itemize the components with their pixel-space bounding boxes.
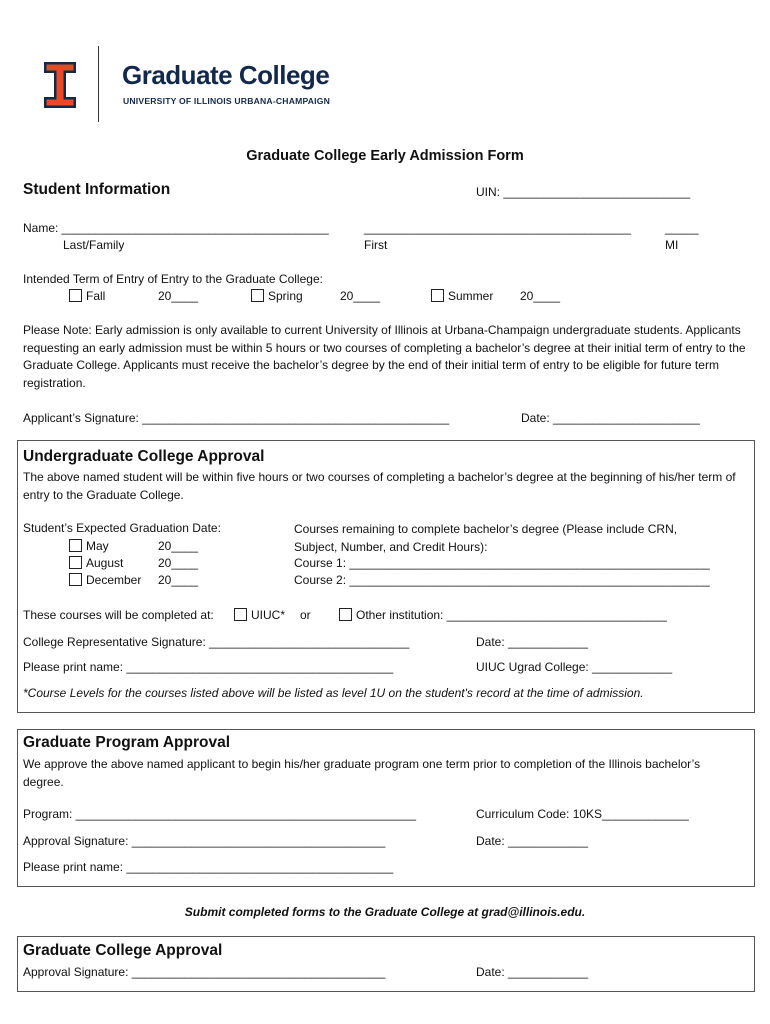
brand-title: Graduate College xyxy=(122,60,330,90)
course-level-footnote: *Course Levels for the courses listed above will be listed as level 1U on the student's record at the time of admission. xyxy=(23,686,644,700)
program-field[interactable]: Program: ___________________________________________________ xyxy=(23,807,417,821)
logo-divider xyxy=(98,46,99,122)
uin-field[interactable]: UIN: ____________________________ xyxy=(476,185,691,199)
other-institution-option[interactable] xyxy=(339,608,667,622)
applicant-date-field[interactable]: Date: ______________________ xyxy=(521,411,700,425)
course-2-field[interactable]: Course 2: ______________________________________________________ xyxy=(294,573,710,587)
last-name-field[interactable]: Name: ________________________________________ xyxy=(23,221,329,235)
grad-program-print-name-field[interactable]: Please print name: ________________________________________ xyxy=(23,860,394,874)
submit-instructions: Submit completed forms to the Graduate College at grad@illinois.edu. xyxy=(184,905,586,919)
brand-subtitle: UNIVERSITY OF ILLINOIS URBANA-CHAMPAIGN xyxy=(123,96,331,106)
first-name-field[interactable]: ________________________________________ xyxy=(364,221,631,235)
grad-date-label: Student’s Expected Graduation Date: xyxy=(23,521,221,535)
uiuc-label: UIUC* xyxy=(251,608,286,622)
term-spring-option[interactable] xyxy=(251,289,303,303)
middle-initial-field[interactable]: _____ xyxy=(665,221,699,235)
summer-checkbox[interactable] xyxy=(431,289,444,302)
grad-college-heading: Graduate College Approval xyxy=(23,942,223,959)
term-summer-option[interactable] xyxy=(431,289,493,303)
form-title: Graduate College Early Admission Form xyxy=(246,148,524,164)
grad-college-date-field[interactable]: Date: ____________ xyxy=(476,965,589,979)
first-name-label: First xyxy=(364,238,388,252)
applicant-signature-field[interactable]: Applicant’s Signature: ______________________________________________ xyxy=(23,411,450,425)
summer-label: Summer xyxy=(448,289,494,303)
may-year-field[interactable]: 20____ xyxy=(158,539,199,553)
grad-college-signature-field[interactable]: Approval Signature: ______________________________________ xyxy=(23,965,386,979)
december-year-field[interactable]: 20____ xyxy=(158,573,199,587)
summer-year-field[interactable]: 20____ xyxy=(520,289,561,303)
block-i-icon xyxy=(44,62,76,108)
courses-remaining-label: Courses remaining to complete bachelor’s degree (Please include CRN, Subject, Number, and Credit Hours): xyxy=(294,522,678,554)
term-label: Intended Term of Entry of Entry to the Graduate College: xyxy=(23,272,323,286)
uiuc-option[interactable] xyxy=(234,608,285,622)
completed-at-label: These courses will be completed at: xyxy=(23,608,214,622)
grad-program-heading: Graduate Program Approval xyxy=(23,734,231,751)
month-august-option[interactable] xyxy=(69,556,123,570)
middle-initial-label: MI xyxy=(665,238,679,252)
may-checkbox[interactable] xyxy=(69,539,82,552)
may-label: May xyxy=(86,539,109,553)
rep-print-name-field[interactable]: Please print name: ________________________________________ xyxy=(23,660,394,674)
spring-year-field[interactable]: 20____ xyxy=(340,289,381,303)
eligibility-note: Please Note: Early admission is only available to current University of Illinois at Urbana-Champaign undergraduate students. Applicants requesting an early admission must be within 5 hours or two courses of completing a bachelor’s degree at their initial term of entry to the Graduate College. Applicants must receive the bachelor’s degree by the end of their initial term of entry to be eligible for future term registration. xyxy=(23,323,746,390)
rep-date-field[interactable]: Date: ____________ xyxy=(476,635,589,649)
other-institution-checkbox[interactable] xyxy=(339,608,352,621)
uiuc-checkbox[interactable] xyxy=(234,608,247,621)
curriculum-code-field[interactable]: Curriculum Code: 10KS_____________ xyxy=(476,807,689,821)
august-year-field[interactable]: 20____ xyxy=(158,556,199,570)
undergrad-approval-heading: Undergraduate College Approval xyxy=(23,448,265,465)
student-info-heading: Student Information xyxy=(23,181,171,198)
rep-signature-field[interactable]: College Representative Signature: ______________________________ xyxy=(23,635,410,649)
month-december-option[interactable] xyxy=(69,573,141,587)
fall-checkbox[interactable] xyxy=(69,289,82,302)
august-label: August xyxy=(86,556,124,570)
ugrad-college-field[interactable]: UIUC Ugrad College: ____________ xyxy=(476,660,673,674)
december-checkbox[interactable] xyxy=(69,573,82,586)
last-name-label: Last/Family xyxy=(63,238,125,252)
spring-checkbox[interactable] xyxy=(251,289,264,302)
course-1-field[interactable]: Course 1: ______________________________________________________ xyxy=(294,556,710,570)
fall-year-field[interactable]: 20____ xyxy=(158,289,199,303)
month-may-option[interactable] xyxy=(69,539,109,553)
other-institution-field[interactable]: Other institution: _________________________________ xyxy=(356,608,667,622)
grad-program-intro: We approve the above named applicant to begin his/her graduate program one term prior to completion of the Illinois bachelor’s degree. xyxy=(23,757,701,789)
spring-label: Spring xyxy=(268,289,303,303)
december-label: December xyxy=(86,573,142,587)
undergrad-intro: The above named student will be within five hours or two courses of completing a bachelor’s degree at the beginning of his/her term of entry to the Graduate College. xyxy=(23,470,736,502)
term-fall-option[interactable] xyxy=(69,289,105,303)
grad-program-signature-field[interactable]: Approval Signature: ______________________________________ xyxy=(23,834,386,848)
grad-program-date-field[interactable]: Date: ____________ xyxy=(476,834,589,848)
august-checkbox[interactable] xyxy=(69,556,82,569)
fall-label: Fall xyxy=(86,289,106,303)
or-label: or xyxy=(300,608,311,622)
